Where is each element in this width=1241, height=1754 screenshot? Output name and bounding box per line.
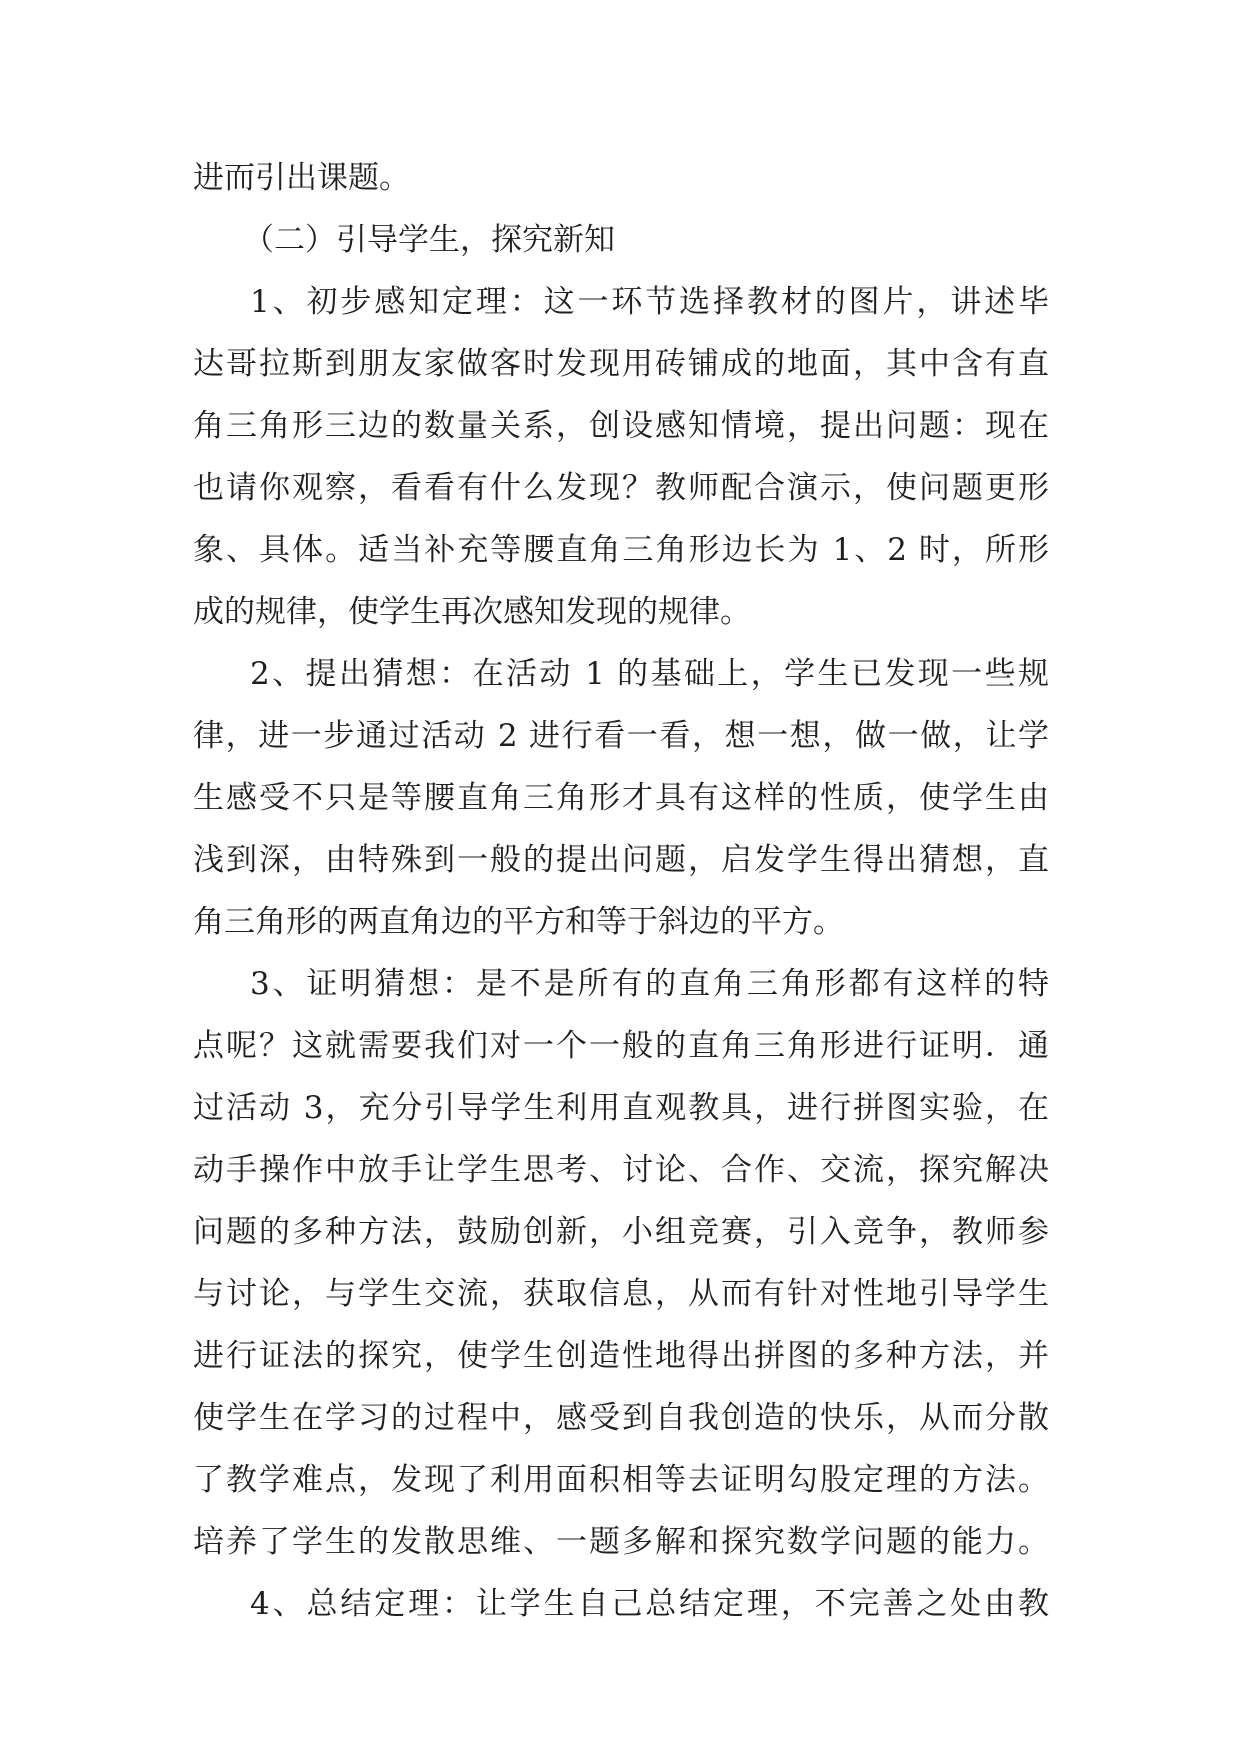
text-line: 点呢？这就需要我们对一个一般的直角三角形进行证明．通 (193, 1028, 1049, 1064)
text-line: 进行证法的探究，使学生创造性地得出拼图的多种方法，并 (193, 1338, 1049, 1374)
text-line: 角三角形三边的数量关系，创设感知情境，提出问题：现在 (193, 408, 1049, 444)
text-line: 成的规律，使学生再次感知发现的规律。 (193, 594, 751, 630)
text-line: 与讨论，与学生交流，获取信息，从而有针对性地引导学生 (193, 1276, 1049, 1312)
text-line: 1、初步感知定理：这一环节选择教材的图片，讲述毕 (250, 284, 1049, 320)
text-line: 象、具体。适当补充等腰直角三角形边长为 1、2 时，所形 (193, 532, 1049, 568)
text-line: 问题的多种方法，鼓励创新，小组竞赛，引入竞争，教师参 (193, 1214, 1049, 1250)
text-line: 4、总结定理：让学生自己总结定理，不完善之处由教 (250, 1586, 1049, 1622)
text-line: 也请你观察，看看有什么发现？教师配合演示，使问题更形 (193, 470, 1049, 506)
text-line: 浅到深，由特殊到一般的提出问题，启发学生得出猜想，直 (193, 842, 1049, 878)
text-line: 律，进一步通过活动 2 进行看一看，想一想，做一做，让学 (193, 718, 1049, 754)
text-line: 进而引出课题。 (193, 160, 410, 196)
text-line: 使学生在学习的过程中，感受到自我创造的快乐，从而分散 (193, 1400, 1049, 1436)
text-line: 3、证明猜想：是不是所有的直角三角形都有这样的特 (250, 966, 1049, 1002)
text-line: 达哥拉斯到朋友家做客时发现用砖铺成的地面，其中含有直 (193, 346, 1049, 382)
text-line: 2、提出猜想：在活动 1 的基础上，学生已发现一些规 (250, 656, 1049, 692)
text-line: 培养了学生的发散思维、一题多解和探究数学问题的能力。 (193, 1524, 1049, 1560)
text-line: 动手操作中放手让学生思考、讨论、合作、交流，探究解决 (193, 1152, 1049, 1188)
text-line: 了教学难点，发现了利用面积相等去证明勾股定理的方法。 (193, 1462, 1049, 1498)
text-line: 过活动 3，充分引导学生利用直观教具，进行拼图实验，在 (193, 1090, 1049, 1126)
text-line: 角三角形的两直角边的平方和等于斜边的平方。 (193, 904, 844, 940)
text-line: 生感受不只是等腰直角三角形才具有这样的性质，使学生由 (193, 780, 1049, 816)
section-heading: （二）引导学生，探究新知 (243, 222, 615, 258)
